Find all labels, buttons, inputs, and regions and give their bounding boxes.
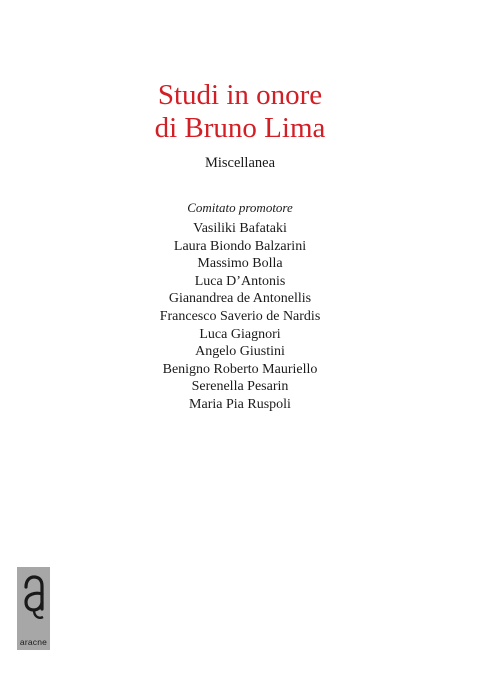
committee-heading: Comitato promotore [187,200,293,215]
committee-member: Maria Pia Ruspoli [189,396,291,412]
committee-member: Vasiliki Bafataki [193,221,287,236]
committee-member: Massimo Bolla [197,256,283,272]
book-subtitle: Miscellanea [204,155,276,171]
committee-member: Angelo Giustini [195,344,285,360]
committee-member: Laura Biondo Balzarini [173,238,307,254]
committee-member: Luca D’Antonis [194,273,286,289]
committee-member: Francesco Saverio de Nardis [159,308,321,324]
committee-member: Luca Giagnori [199,326,281,342]
book-title [0,79,480,145]
publisher-logo [17,567,50,650]
book-title-line-2: di Bruno Lima [154,112,326,144]
committee-member: Benigno Roberto Mauriello [162,361,318,377]
book-title-line-1: Studi in onore [157,79,323,111]
publisher-name: aracne [19,637,48,647]
committee-member: Gianandrea de Antonellis [168,291,312,307]
committee-member: Serenella Pesarin [191,379,289,395]
committee-members-list [0,220,480,414]
aracne-logo-icon [17,567,50,635]
